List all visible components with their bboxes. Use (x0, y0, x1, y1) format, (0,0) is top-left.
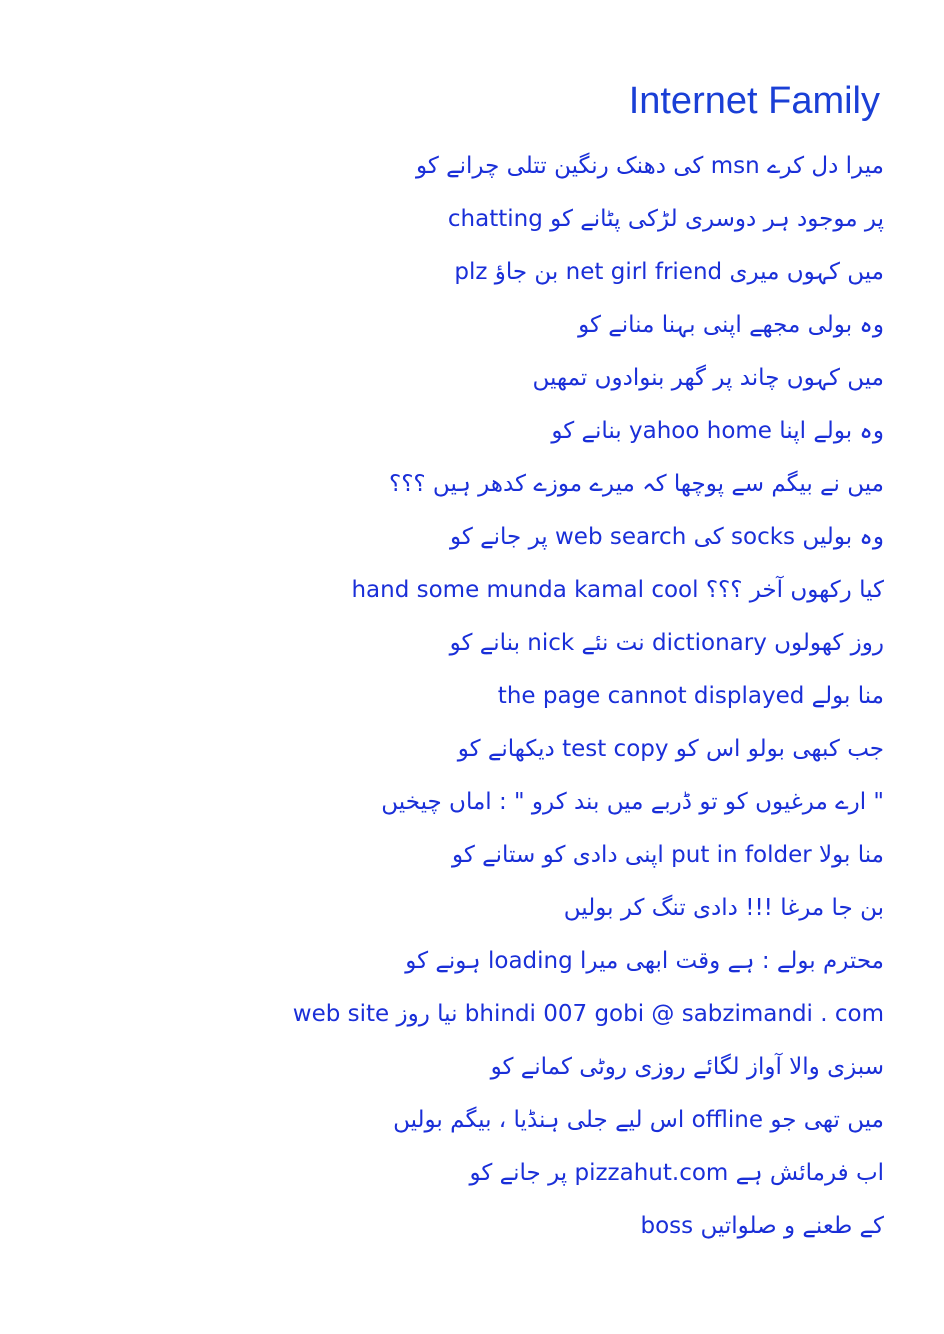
poem-line: " ارے مرغیوں کو تو ڈربے میں بند کرو " : اماں چیخیں (381, 789, 884, 815)
poem-line: chatting پر موجود ہر دوسری لڑکی پٹانے کو (447, 206, 884, 232)
poem-line: میں کہوں میری net girl friend بن جاؤ plz (454, 259, 884, 285)
poem-line: محترم بولے : ہے وقت ابھی میرا loading ہونے کو (405, 948, 884, 974)
poem-line: web site نیا روز bhindi 007 gobi @ sabzimandi . com (292, 1001, 884, 1027)
poem-line: hand some munda kamal cool کیا رکھوں آخر ؟؟؟ (351, 577, 884, 603)
poem-line: اب فرمائش ہے pizzahut.com پر جانے کو (469, 1160, 884, 1186)
poem-line: وہ بولی مجھے اپنی بہنا منانے کو (578, 312, 884, 338)
poem-line: جب کبھی بولو اس کو test copy دیکھانے کو (457, 736, 884, 762)
poem-line: میرا دل کرے msn کی دھنک رنگین تتلی چرانے کو (416, 153, 884, 179)
poem-line: میں کہوں چاند پر گھر بنوادوں تمھیں (532, 365, 884, 391)
poem-line: وہ بولیں socks کی web search پر جانے کو (450, 524, 884, 550)
poem-line: بن جا مرغا !!! دادی تنگ کر بولیں (563, 895, 884, 921)
poem-line: روز کھولوں dictionary نت نئے nick بنانے کو (449, 630, 884, 656)
poem-line: میں نے بیگم سے پوچھا کہ میرے موزے کدھر ہیں ؟؟؟ (389, 471, 884, 497)
poem-line: the page cannot displayed منا بولے (497, 683, 884, 709)
poem-text (244, 140, 884, 1253)
poem-line: وہ بولے اپنا yahoo home بنانے کو (551, 418, 884, 444)
poem-line: سبزی والا آواز لگائے روزی روٹی کمانے کو (490, 1054, 884, 1080)
page-title: Internet Family (628, 80, 880, 122)
poem-line: میں تھی جو offline اس لیے جلی ہنڈیا ، بیگم بولیں (393, 1107, 884, 1133)
poem-line: منا بولا put in folder اپنی دادی کو ستانے کو (452, 842, 884, 868)
poem-line: boss کے طعنے و صلواتیں (640, 1213, 884, 1239)
